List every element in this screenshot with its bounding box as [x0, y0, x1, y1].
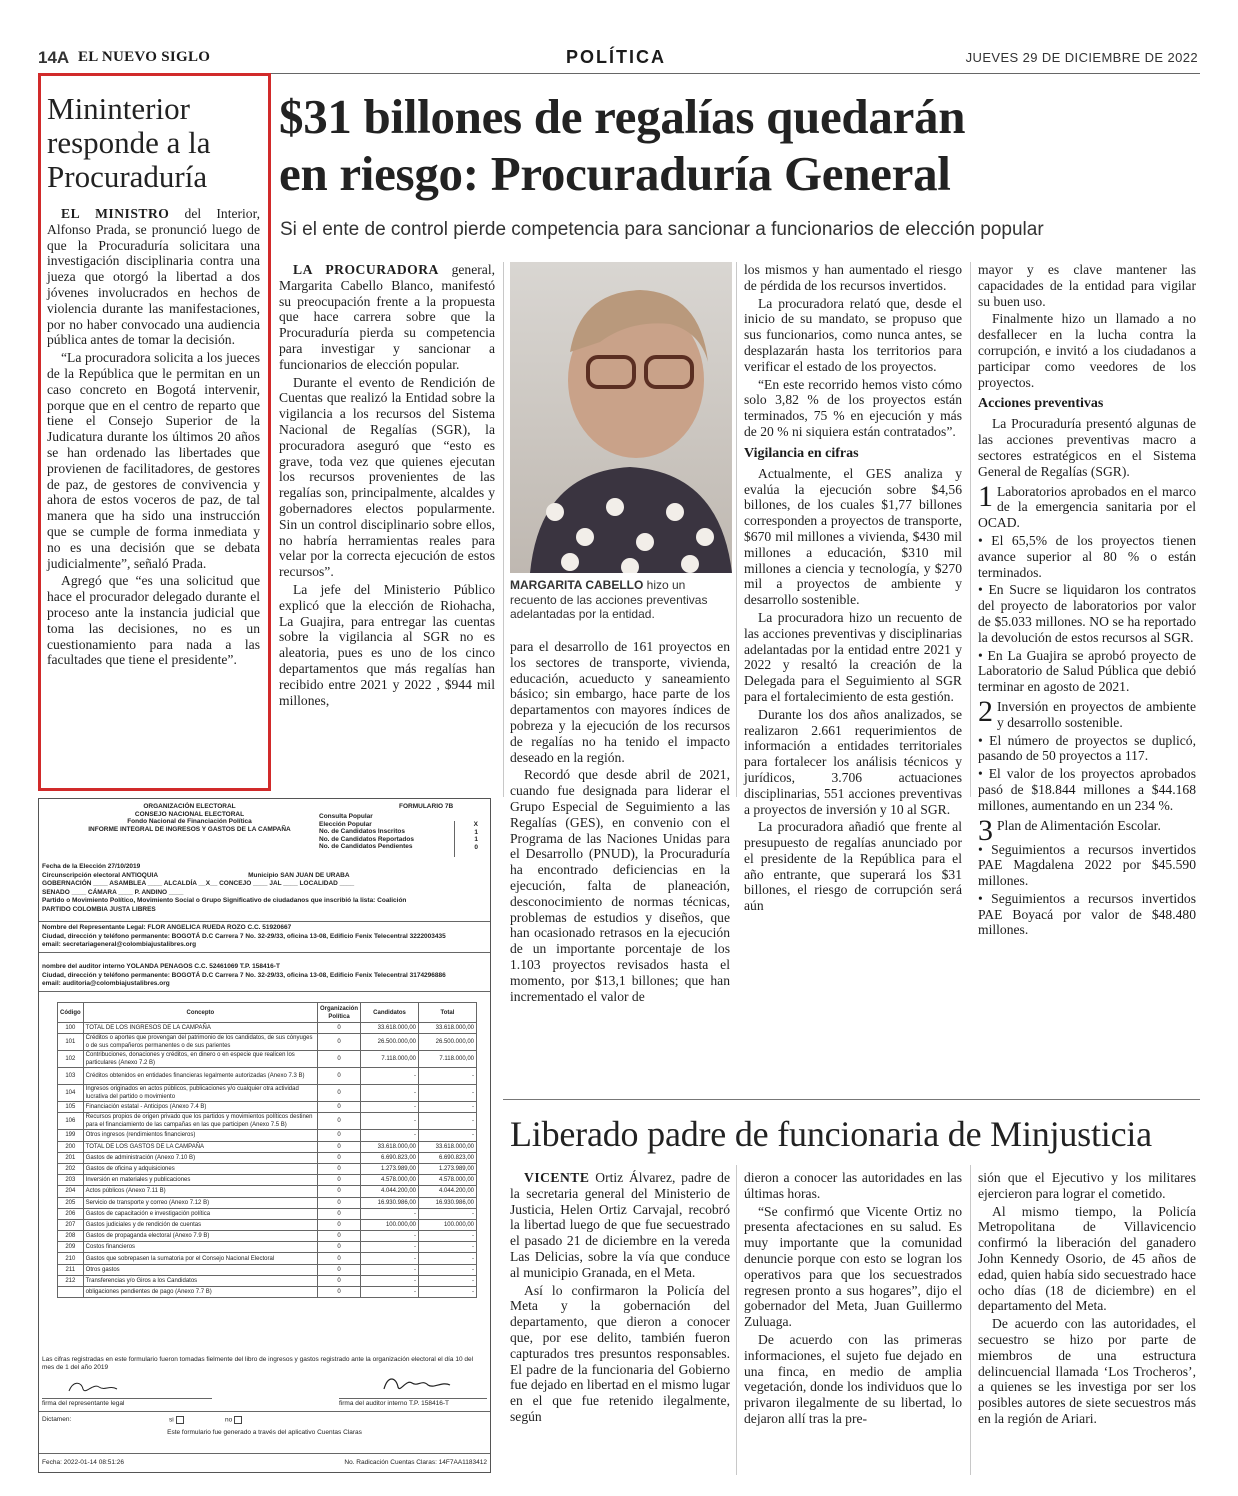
table-row	[58, 1186, 477, 1197]
row-concept: Gastos de administración (Anexo 7.10 B)	[83, 1152, 317, 1163]
col-divider	[970, 1165, 971, 1475]
table-row	[58, 1023, 477, 1034]
row-code: 203	[58, 1175, 84, 1186]
row-total: 7.118.000,00	[419, 1051, 477, 1068]
main-col1-p3: La jefe del Ministerio Público explicó que la elección de Riohacha, La Guajira, para entregar las cuentas sobre la vigilancia al SGR no es aleatoria, pues es uno de los cinco departamentos que más regalías han recibido entre 2021 y 2022 , $944 mil millones,	[279, 581, 495, 708]
paper-name: EL NUEVO SIGLO	[78, 49, 211, 65]
form-dictamen-si: si	[169, 1416, 184, 1425]
row-total: 26.500.000,00	[419, 1034, 477, 1051]
table-row	[58, 1102, 477, 1113]
row-total: -	[419, 1242, 477, 1253]
portrait-illustration	[510, 262, 732, 573]
table-row	[58, 1163, 477, 1174]
table-row	[58, 1219, 477, 1230]
row-cand: 4.044.200,00	[361, 1186, 419, 1197]
row-cand: -	[361, 1253, 419, 1264]
col-divider	[736, 262, 737, 797]
form-count-values: X 1 1 0	[454, 821, 478, 857]
row-cand: -	[361, 1130, 419, 1141]
main-col1-p2: Durante el evento de Rendición de Cuentas que realizó la Entidad sobre la vigilancia a los recursos del Sistema Nacional de Regalías (SGR), la procuradora aseguró que “esto es grave, toda vez que quienes ejecutan los recursos provenientes de las regalías son, principalmente, alcaldes y gobernadores electos popularmente. Sin un control disciplinario sobre ellos, no habría herramientas reales para velar por la correcta ejecución de estos recursos”.	[279, 374, 495, 580]
row-total: 33.618.000,00	[419, 1023, 477, 1034]
row-concept: Gastos de propaganda electoral (Anexo 7.9 B)	[83, 1231, 317, 1242]
campaign-finance-form	[38, 798, 491, 1473]
table-row	[58, 1113, 477, 1130]
row-cand: 7.118.000,00	[361, 1051, 419, 1068]
form-sign-rep-label: firma del representante legal	[42, 1398, 212, 1408]
second-col3-p2: Al mismo tiempo, la Policía Metropolitana de Villavicencio confirmó la liberación del ganadero John Kennedy Osorio, de 45 años de edad, quien había sido secuestrado hace ocho días (18 de diciembre) en el departamento del Meta.	[978, 1203, 1196, 1314]
form-radicacion: No. Radicación Cuentas Claras: 14F7AA1183412	[344, 1459, 487, 1466]
main-subtitle: Si el ente de control pierde competencia para sancionar a funcionarios de elección popular	[280, 219, 1044, 240]
row-total: -	[419, 1085, 477, 1102]
main-col3-p1: los mismos y han aumentado el riesgo de pérdida de los recursos invertidos.	[744, 262, 962, 293]
row-cand: -	[361, 1113, 419, 1130]
table-row	[58, 1287, 477, 1298]
main-col4-p3: La Procuraduría presentó algunas de las acciones preventivas macro a sectores estratégicos en el Sistema General de Regalías (SGR).	[978, 416, 1196, 479]
row-cand: -	[361, 1102, 419, 1113]
item-1: 1 Laboratorios aprobados en el marco de la emergencia sanitaria por el OCAD.	[978, 479, 1196, 531]
form-heading: ORGANIZACIÓN ELECTORAL	[143, 803, 236, 810]
row-concept: Contribuciones, donaciones y créditos, en dinero o en especie que realicen los particulares (Anexo 7.2 B)	[83, 1051, 317, 1068]
row-concept: Gastos de capacitación e investigación política	[83, 1208, 317, 1219]
item-3-bullet: • Seguimientos a recursos invertidos PAE Magdalena 2022 por $45.590 millones.	[978, 841, 1196, 889]
row-concept: Otros gastos	[83, 1264, 317, 1275]
sidebar-article	[38, 73, 271, 791]
row-concept: obligaciones pendientes de pago (Anexo 7.7 B)	[83, 1287, 317, 1298]
second-col2-p2: “Se confirmó que Vicente Ortiz no presenta afectaciones en su salud. Es muy importante que la comunidad denuncie porque con esto se logran los operativos para que los secuestrados regresen pronto a sus hogares”, dijo el gobernador del Meta, Juan Guillermo Zuluaga.	[744, 1203, 962, 1330]
sidebar-p3: Agregó que “es una solicitud que hace el procurador delegado durante el proceso ante la instancia judicial que toma las decisiones, no es un cuestionamiento para nada a las facultades que tiene el presidente”.	[47, 573, 260, 668]
main-col3-p5: La procuradora hizo un recuento de las acciones preventivas y disciplinarias adelantadas por la entidad entre 2021 y 2022 y resaltó la creación de la Delegada para el Seguimiento al SGR para el fortalecimiento de esta gestión.	[744, 609, 962, 704]
row-total: 4.044.200,00	[419, 1186, 477, 1197]
sidebar-lead: EL MINISTRO	[61, 206, 170, 221]
second-col3-p3: De acuerdo con las autoridades, el secuestro se hizo por parte de miembros de una estructura delincuencial llamada ‘Los Trocheros’, a quienes se les investiga por ser los posibles autores de siete secuestros más en la región de Ariari.	[978, 1316, 1196, 1426]
row-concept: Actos públicos (Anexo 7.11 B)	[83, 1186, 317, 1197]
second-col2-p1: dieron a conocer las autoridades en las últimas horas.	[744, 1170, 962, 1201]
row-code: 210	[58, 1253, 84, 1264]
table-row	[58, 1068, 477, 1085]
row-concept: Créditos obtenidos en entidades financieras legalmente autorizadas (Anexo 7.3 B)	[83, 1068, 317, 1085]
row-code: 106	[58, 1113, 84, 1130]
second-col2-p3: De acuerdo con las primeras informaciones, el sujeto fue dejado en una finca, en medio de amplia vegetación, donde los individuos que lo privaron ilegalmente de su libertad, lo dejaron allí tras la pre-	[744, 1331, 962, 1426]
row-concept: Transferencias y/o Giros a los Candidatos	[83, 1275, 317, 1286]
row-total: -	[419, 1208, 477, 1219]
row-cand: -	[361, 1275, 419, 1286]
table-row	[58, 1034, 477, 1051]
row-org: 0	[317, 1102, 360, 1113]
subhead-vigilancia: Vigilancia en cifras	[744, 445, 859, 461]
table-row	[58, 1085, 477, 1102]
item-2-number: 2	[978, 694, 993, 728]
second-lead: VICENTE	[524, 1170, 590, 1185]
table-row	[58, 1253, 477, 1264]
item-2: 2 Inversión en proyectos de ambiente y desarrollo sostenible.	[978, 694, 1196, 730]
row-code: 103	[58, 1068, 84, 1085]
row-org: 0	[317, 1113, 360, 1130]
row-org: 0	[317, 1264, 360, 1275]
row-cand: 16.930.986,00	[361, 1197, 419, 1208]
row-org: 0	[317, 1275, 360, 1286]
col-concepto: Concepto	[83, 1003, 317, 1023]
row-code: 101	[58, 1034, 84, 1051]
second-col2	[744, 1170, 962, 1429]
col-cand: Candidatos	[361, 1003, 419, 1023]
row-org: 0	[317, 1051, 360, 1068]
row-org: 0	[317, 1175, 360, 1186]
section-rule	[503, 1099, 1200, 1100]
row-total: 33.618.000,00	[419, 1141, 477, 1152]
row-code: 204	[58, 1186, 84, 1197]
sidebar-p1: EL MINISTRO del Interior, Alfonso Prada, se pronunció luego de que la Procuraduría solicitara una investigación disciplinaria contra una jueza que otorgó la libertad a dos jóvenes involucrados en hechos de violencia durante las manifestaciones, por no haber convocado una audiencia pública antes de tomar la decisión.	[47, 206, 260, 348]
main-col2-p1: para el desarrollo de 161 proyectos en los sectores de transporte, vivienda, educación, acueducto y saneamiento básico; sin embargo, hace parte de los departamentos con mayores índices de pobreza y la ejecución de los recursos de regalías no ha tenido el impacto deseado en la región.	[510, 639, 730, 765]
row-code: 207	[58, 1219, 84, 1230]
row-org: 0	[317, 1208, 360, 1219]
row-total: -	[419, 1275, 477, 1286]
form-election-info: Fecha de la Elección 27/10/2019 Circunscripción electoral ANTIOQUIA Municipio SAN JUAN DE URABA GOBERNACIÓN ____ ASAMBLEA ____ ALCALDÍA __X__ CONCEJO ____ JAL ____ LOCALIDAD ____ SENADO ____ CÁMARA ____ P. ANDINO ____ Partido o Movimiento Político, Movimiento Social o Grupo Significativo de ciudadanos que inscribió la lista: Coalición PARTIDO COLOMBIA JUSTA LIBRES	[42, 863, 407, 913]
main-col1	[279, 262, 495, 710]
second-col3-p1: sión que el Ejecutivo y los militares ejercieron para lograr el cometido.	[978, 1170, 1196, 1201]
row-code: 212	[58, 1275, 84, 1286]
row-total: -	[419, 1102, 477, 1113]
form-dictamen-no: no	[225, 1416, 242, 1425]
row-cand: 26.500.000,00	[361, 1034, 419, 1051]
row-concept: Costos financieros	[83, 1242, 317, 1253]
item-3: 3 Plan de Alimentación Escolar.	[978, 813, 1161, 847]
row-total: 1.273.989,00	[419, 1163, 477, 1174]
row-org: 0	[317, 1152, 360, 1163]
item-1-number: 1	[978, 479, 993, 513]
main-col3-p2: La procuradora relató que, desde el inicio de su mandato, se propuso que sus funcionarios, como nunca antes, se desplazarán hasta los territorios para verificar el estado de los proyectos.	[744, 295, 962, 374]
form-sign-aud-label: firma del auditor interno T.P. 158416-T	[339, 1398, 487, 1408]
page-number: 14A	[38, 48, 70, 67]
signature-auditor	[364, 1373, 474, 1397]
main-col1-p1: LA PROCURADORA general, Margarita Cabello Blanco, manifestó su preocupación frente a la propuesta que hace carrera sobre que la Procuraduría pierda su competencia para investigar y sancionar a funcionarios de elección popular.	[279, 262, 495, 372]
row-concept: Otros ingresos (rendimientos financieros)	[83, 1130, 317, 1141]
main-col3-p6: Durante los dos años analizados, se realizaron 2.661 requerimientos de información a entidades territoriales para fortalecer los análisis técnicos y jurídicos, 3.706 actuaciones disciplinarias, 551 acciones preventivas a proyectos de inversión y 10 al SGR.	[744, 706, 962, 817]
table-row	[58, 1231, 477, 1242]
col-org: Organización Política	[317, 1003, 360, 1023]
sidebar-p2: “La procuradora solicita a los jueces de la República que le permitan en un caso concreto en Bogotá intervenir, porque que en el centro de reparto que tiene el Consejo Superior de la Judicatura durante los últimos 20 años se han ordenado las libertades que provienen de facilitadores, de gestores de paz, de gestores de convivencia y ahora de estos voceros de paz, de tal manera que ha sido una instrucción que se cumple de forma inmediata y no es una decisión que se debata judicialmente”, señaló Prada.	[47, 350, 260, 571]
form-certification: Las cifras registradas en este formulario fueron tomadas fielmente del libro de ingresos y gastos registrado ante la organización electoral el día 10 del mes de 1 del año 2019	[42, 1356, 474, 1371]
item-3-number: 3	[978, 813, 993, 847]
table-row	[58, 1208, 477, 1219]
row-cand: 4.578.000,00	[361, 1175, 419, 1186]
main-lead: LA PROCURADORA	[293, 262, 439, 277]
row-cand: -	[361, 1068, 419, 1085]
row-code: 105	[58, 1102, 84, 1113]
form-table	[57, 1002, 477, 1298]
row-cand: 6.690.823,00	[361, 1152, 419, 1163]
row-cand: 100.000,00	[361, 1219, 419, 1230]
row-concept: Financiación estatal - Anticipos (Anexo 7.4 B)	[83, 1102, 317, 1113]
row-org: 0	[317, 1163, 360, 1174]
row-concept: Gastos de oficina y adquisiciones	[83, 1163, 317, 1174]
table-row	[58, 1197, 477, 1208]
row-code: 201	[58, 1152, 84, 1163]
row-total: -	[419, 1287, 477, 1298]
main-col3-p4: Actualmente, el GES analiza y evalúa la ejecución sobre $4,56 billones, de los cuales $1,77 billones corresponden a proyectos de transporte, $670 mil millones a vivienda, $430 mil millones a educación, $310 mil millones a ciencia y tecnología, y $270 mil a proyectos de ambiente y desarrollo sostenible.	[744, 465, 962, 608]
item-3-bullet: • Seguimientos a recursos invertidos PAE Boyacá por valor de $48.480 millones.	[978, 890, 1196, 938]
table-row	[58, 1175, 477, 1186]
masthead	[38, 40, 1200, 72]
row-total: -	[419, 1253, 477, 1264]
row-concept: Gastos judiciales y de rendición de cuentas	[83, 1219, 317, 1230]
row-code: 102	[58, 1051, 84, 1068]
col-divider	[736, 1165, 737, 1475]
row-cand: -	[361, 1264, 419, 1275]
table-row	[58, 1242, 477, 1253]
main-col4-p1: mayor y es clave mantener las capacidades de la entidad para vigilar su buen uso.	[978, 262, 1196, 309]
form-rule	[39, 1411, 490, 1412]
main-col4	[978, 262, 1196, 940]
main-col3-p7: La procuradora añadió que frente al presupuesto de regalías anunciado por el presidente de la República para el año entrante, que superará los $31 billones, el riesgo de corrupción será aún	[744, 819, 962, 914]
form-generated: Este formulario fue generado a través del aplicativo Cuentas Claras	[167, 1429, 362, 1436]
form-heading: CONSEJO NACIONAL ELECTORAL	[134, 810, 245, 818]
row-cand: -	[361, 1242, 419, 1253]
row-concept: Inversión en materiales y publicaciones	[83, 1175, 317, 1186]
row-org: 0	[317, 1034, 360, 1051]
row-code: 211	[58, 1264, 84, 1275]
form-legal-rep: Nombre del Representante Legal: FLOR ANGELICA RUEDA ROZO C.C. 51920667 Ciudad, dirección y teléfono permanente: BOGOTÁ D.C Carrera 7 No. 32-29/33, oficina 13-08, Edificio Fenix Telecentral 3222003435 email: secretariageneral@colombiajustalibres.org	[39, 921, 490, 953]
second-headline: Liberado padre de funcionaria de Minjusticia	[510, 1114, 1152, 1154]
row-code: 206	[58, 1208, 84, 1219]
item-1-bullet: • El 65,5% de los proyectos tienen avance superior al 80 % o están terminados.	[978, 532, 1196, 580]
table-row	[58, 1130, 477, 1141]
main-headline-line2: en riesgo: Procuraduría General	[279, 146, 951, 201]
row-org: 0	[317, 1287, 360, 1298]
row-org: 0	[317, 1231, 360, 1242]
row-cand: 33.618.000,00	[361, 1023, 419, 1034]
row-total: 100.000,00	[419, 1219, 477, 1230]
sidebar-title: Mininterior responde a la Procuraduría	[47, 91, 211, 194]
form-heading: Fondo Nacional de Financiación Política	[127, 818, 252, 825]
main-col2-p2: Recordó que desde abril de 2021, cuando fue designada para liderar el Grupo Especial de Seguimiento a las Regalías (GES), en convenio con el Programa de las Naciones Unidas para el Desarrollo (PNUD), la Procuraduría ha encontrado deficiencias en la ejecución, falta de planeación, desconocimiento de normas técnicas, problemas de estudios y diseños, que han ocasionado retrasos en la ejecución de un importante porcentaje de los 1.103 proyectos revisados hasta el momento, por $13,1 billones; que han incrementado el valor de	[510, 767, 730, 1004]
main-col3	[744, 262, 962, 916]
row-org: 0	[317, 1242, 360, 1253]
row-total: 6.690.823,00	[419, 1152, 477, 1163]
item-1-bullet: • En La Guajira se aprobó proyecto de Laboratorio de Salud Pública que debió terminar en agosto de 2021.	[978, 647, 1196, 695]
row-org: 0	[317, 1085, 360, 1102]
row-total: -	[419, 1264, 477, 1275]
row-org: 0	[317, 1023, 360, 1034]
row-org: 0	[317, 1197, 360, 1208]
row-org: 0	[317, 1253, 360, 1264]
row-total: -	[419, 1130, 477, 1141]
col-total: Total	[419, 1003, 477, 1023]
row-cand: -	[361, 1287, 419, 1298]
row-org: 0	[317, 1141, 360, 1152]
row-total: -	[419, 1068, 477, 1085]
item-1-bullet: • En Sucre se liquidaron los contratos del proyecto de laboratorios por valor de $5.033 millones. NO se ha reportado la devolución de estos recursos al SGR.	[978, 582, 1196, 645]
col-codigo: Código	[58, 1003, 84, 1023]
col-divider	[970, 262, 971, 797]
row-concept: Créditos o aportes que provengan del patrimonio de los candidatos, de sus cónyuges o de sus compañeros permanentes o de sus parientes	[83, 1034, 317, 1051]
row-code: 208	[58, 1231, 84, 1242]
row-concept: Gastos que sobrepasen la sumatoria por el Consejo Nacional Electoral	[83, 1253, 317, 1264]
photo-caption-name: MARGARITA CABELLO	[510, 578, 644, 592]
form-dictamen: Dictamen:	[42, 1416, 72, 1423]
form-heading: INFORME INTEGRAL DE INGRESOS Y GASTOS DE LA CAMPAÑA	[88, 825, 291, 833]
row-total: 16.930.986,00	[419, 1197, 477, 1208]
main-headline-line1: $31 billones de regalías quedarán	[279, 89, 966, 144]
table-row	[58, 1051, 477, 1068]
form-date: Fecha: 2022-01-14 08:51:26	[42, 1459, 125, 1466]
table-row	[58, 1141, 477, 1152]
main-col4-p2: Finalmente hizo un llamado a no desfallecer en la lucha contra la corrupción, e invitó a los ciudadanos a participar como veedores de los proyectos.	[978, 311, 1196, 390]
row-cand: 33.618.000,00	[361, 1141, 419, 1152]
issue-date: JUEVES 29 DE DICIEMBRE DE 2022	[965, 50, 1198, 65]
row-cand: -	[361, 1208, 419, 1219]
signature-legal-rep	[47, 1377, 157, 1399]
item-2-bullet: • El valor de los proyectos aprobados pasó de $18.844 millones a $44.168 millones, aumentando en un 234 %.	[978, 766, 1196, 813]
row-cand: -	[361, 1085, 419, 1102]
row-code: 104	[58, 1085, 84, 1102]
form-id: FORMULARIO 7B	[399, 803, 454, 810]
table-row	[58, 1152, 477, 1163]
row-code: 100	[58, 1023, 84, 1034]
row-concept: Servicio de transporte y correo (Anexo 7.12 B)	[83, 1197, 317, 1208]
second-col1-p1: VICENTE Ortiz Álvarez, padre de la secretaria general del Ministerio de Justicia, Helen Ortiz Carvajal, recobró la libertad luego de que fue secuestrado el pasado 21 de diciembre en la vereda Las Delicias, sobre la vía que conduce al municipio Granada, en el Meta.	[510, 1170, 730, 1280]
row-code: 202	[58, 1163, 84, 1174]
row-org: 0	[317, 1130, 360, 1141]
row-org: 0	[317, 1186, 360, 1197]
form-auditor: nombre del auditor interno YOLANDA PENAGOS C.C. 52461069 T.P. 158416-T Ciudad, dirección y teléfono permanente: BOGOTÁ D.C Carrera 7 No. 32-29/33, oficina 13-08, Edificio Fenix Telecentral 3174296886 email: auditoria@colombiajustalibres.org	[39, 961, 490, 992]
row-cand: -	[361, 1231, 419, 1242]
row-code: 199	[58, 1130, 84, 1141]
main-col2	[510, 639, 730, 1006]
second-col3	[978, 1170, 1196, 1429]
section-name: POLÍTICA	[566, 47, 666, 67]
row-total: 4.578.000,00	[419, 1175, 477, 1186]
col-divider	[503, 262, 504, 797]
row-concept: TOTAL DE LOS INGRESOS DE LA CAMPAÑA	[83, 1023, 317, 1034]
row-code: 205	[58, 1197, 84, 1208]
row-total: -	[419, 1113, 477, 1130]
portrait-photo	[510, 262, 732, 573]
photo-caption: MARGARITA CABELLO hizo un recuento de las acciones preventivas adelantadas por la entidad.	[510, 578, 708, 621]
second-col1-p2: Así lo confirmaron la Policía del Meta y la gobernación del departamento, que dieron a conocer que, por ese delito, también fueron capturados tres presuntos responsables. El padre de la funcionaria del Gobierno fue dejado en libertad en el mismo lugar en el que fue retenido ilegalmente, según	[510, 1282, 730, 1424]
second-col1	[510, 1170, 730, 1427]
main-headline	[279, 88, 1209, 202]
row-code: 200	[58, 1141, 84, 1152]
main-col3-p3: “En este recorrido hemos visto cómo solo 3,82 % de los proyectos están terminados, 75 % en ejecución y más de 20 % ni siquiera están contratados”.	[744, 376, 962, 439]
row-total: -	[419, 1231, 477, 1242]
subhead-acciones: Acciones preventivas	[978, 396, 1104, 412]
row-concept: Recursos propios de origen privado que los partidos y movimientos políticos destinen para el financiamiento de las campañas en las que participen (Anexo 7.5 B)	[83, 1113, 317, 1130]
row-org: 0	[317, 1068, 360, 1085]
item-2-bullet: • El número de proyectos se duplicó, pasando de 50 proyectos a 117.	[978, 732, 1196, 764]
table-row	[58, 1275, 477, 1286]
form-counts: Consulta Popular Elección Popular No. de Candidatos Inscritos No. de Candidatos Reportados No. de Candidatos Pendientes	[319, 813, 414, 851]
row-concept: TOTAL DE LOS GASTOS DE LA CAMPAÑA	[83, 1141, 317, 1152]
row-concept: Ingresos originados en actos públicos, publicaciones y/o cualquier otra actividad lucrativa del partido o movimiento	[83, 1085, 317, 1102]
form-table-wrap	[57, 1002, 477, 1298]
row-code: 209	[58, 1242, 84, 1253]
form-rule	[39, 1453, 490, 1454]
table-row	[58, 1264, 477, 1275]
row-cand: 1.273.989,00	[361, 1163, 419, 1174]
row-org: 0	[317, 1219, 360, 1230]
row-code	[58, 1287, 84, 1298]
